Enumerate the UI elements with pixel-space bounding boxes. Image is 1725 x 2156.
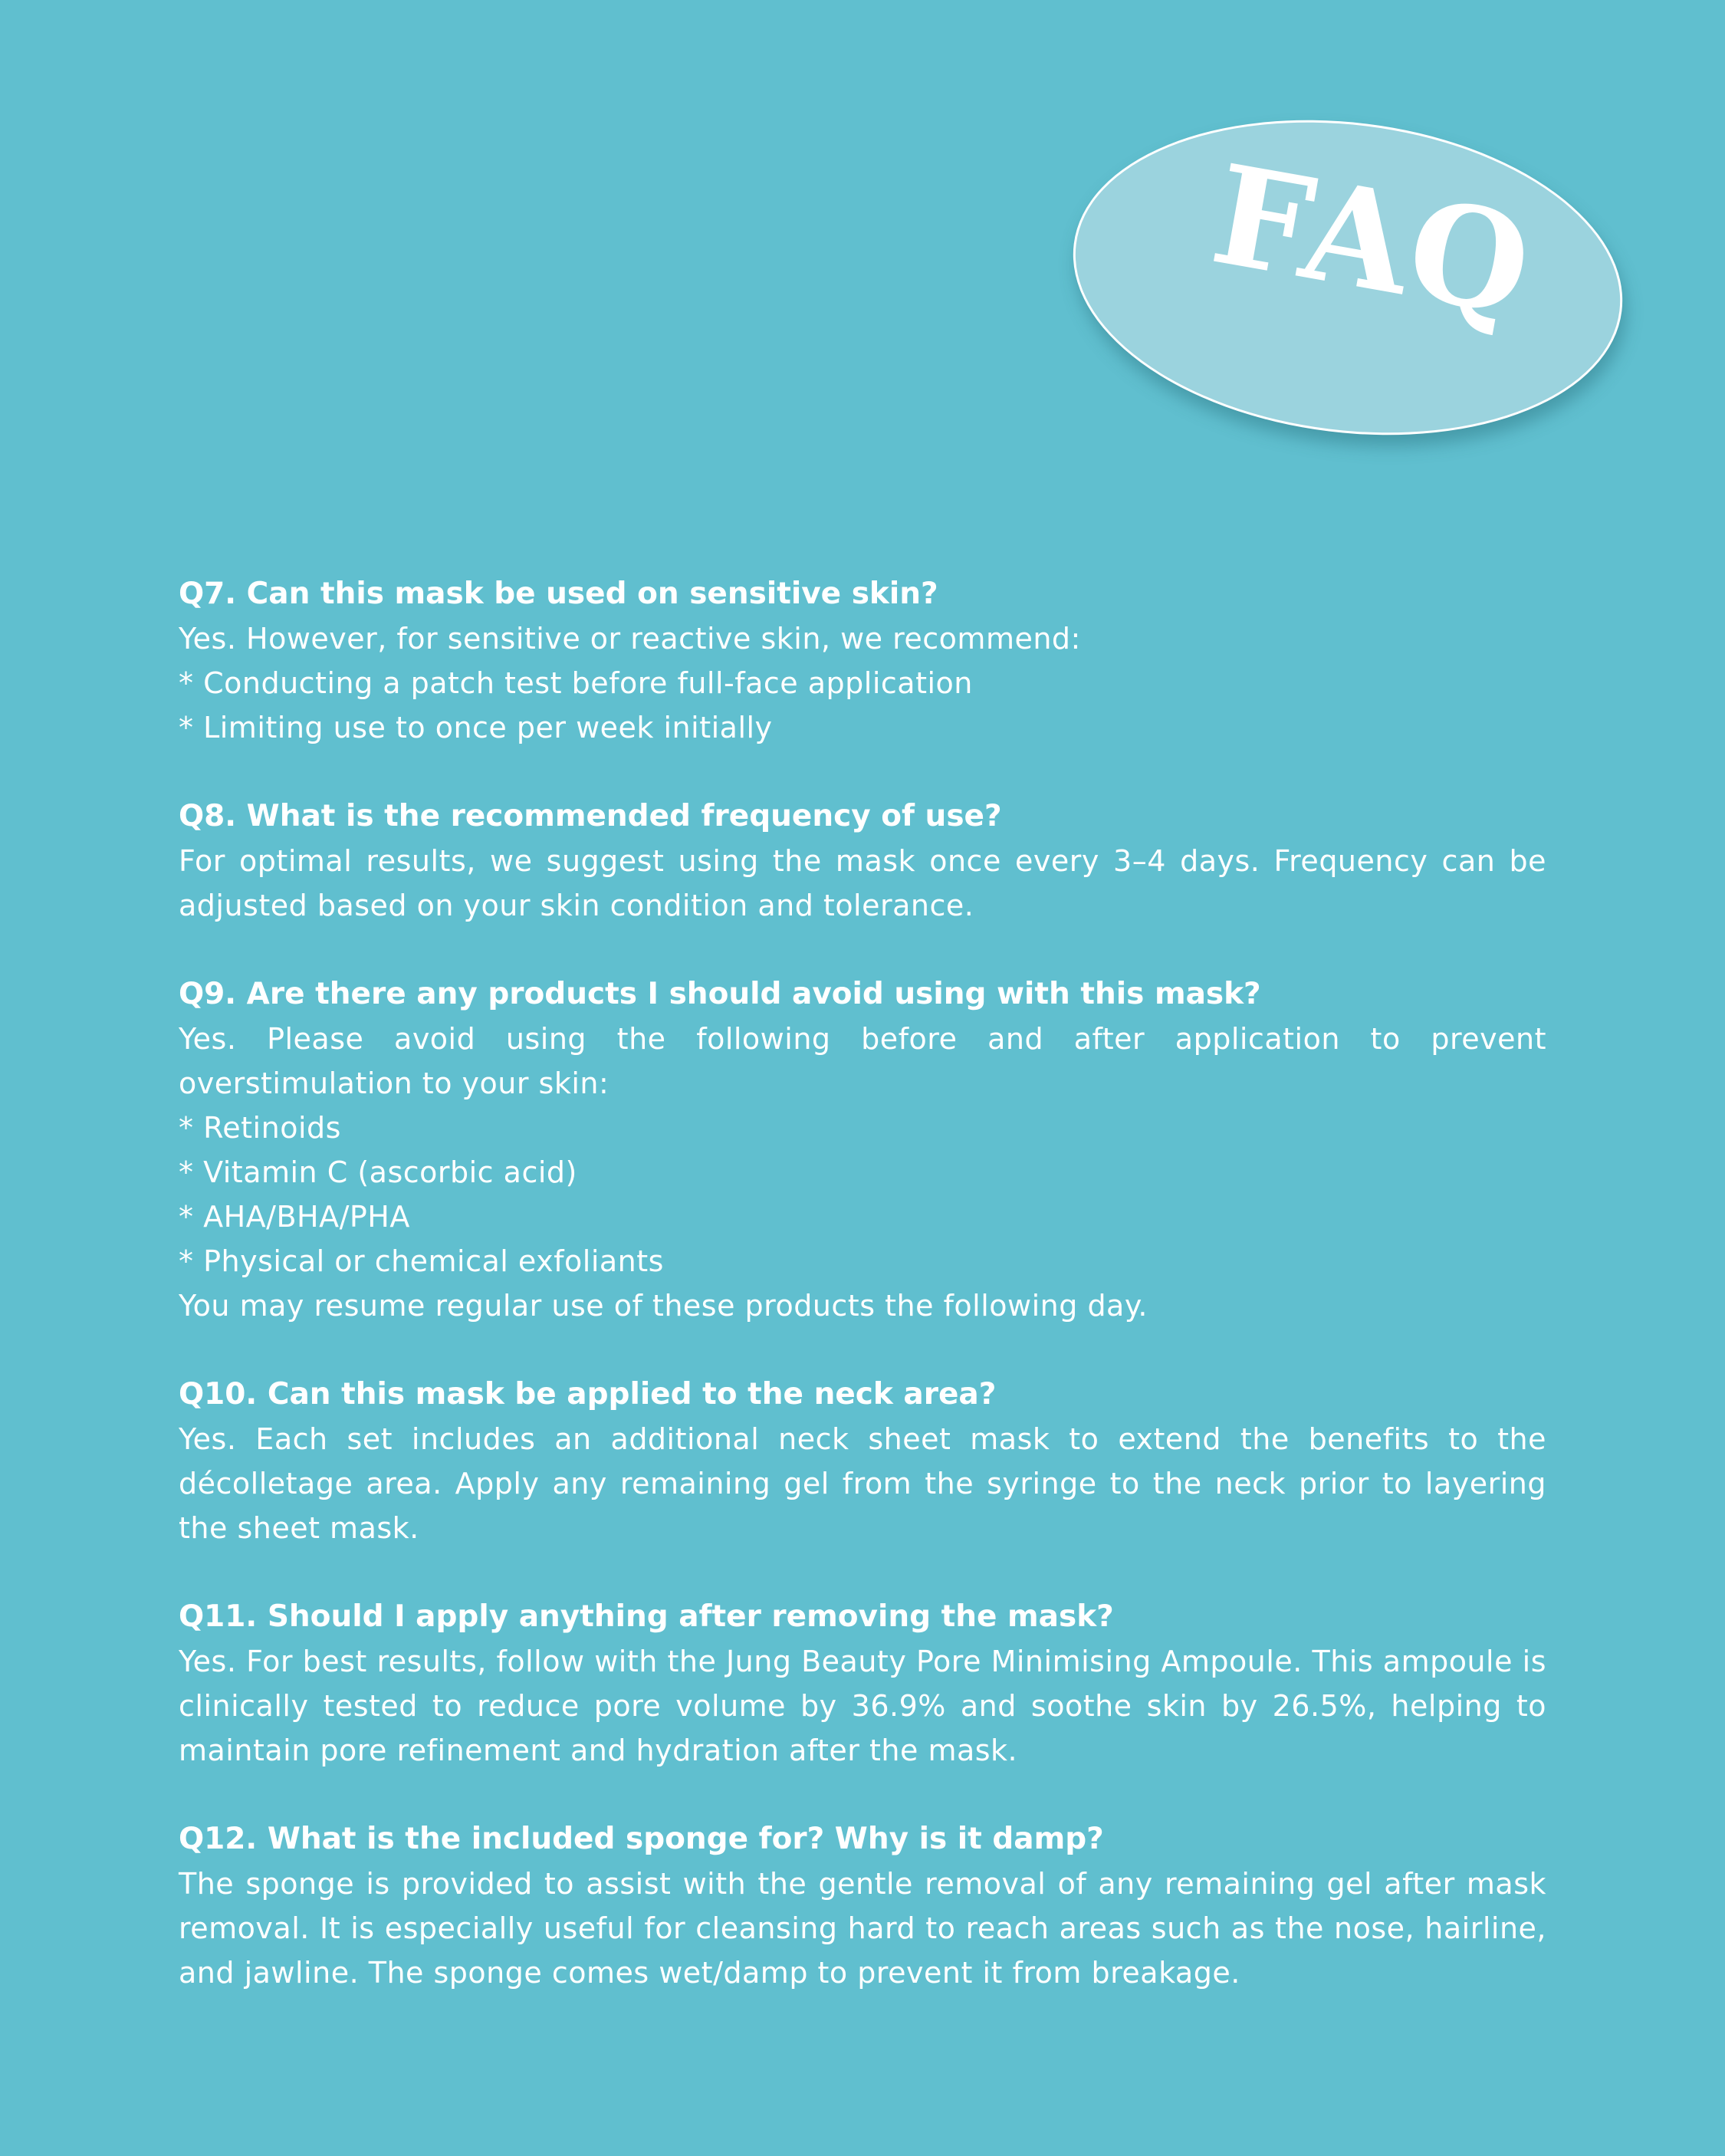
faq-bullet: * AHA/BHA/PHA xyxy=(179,1200,410,1234)
faq-answer: Yes. However, for sensitive or reactive skin, we recommend: xyxy=(179,622,1081,656)
faq-badge-label: FAQ xyxy=(1201,133,1543,347)
faq-list xyxy=(179,572,1546,2039)
faq-answer: Yes. For best results, follow with the Jung Beauty Pore Minimising Ampoule. This ampoule is clinically tested to reduce pore volume by 36.9% and soothe skin by 26.5%, helping to maintain pore refinement and hydration after the mask. xyxy=(179,1645,1546,1767)
faq-bullet: * Physical or chemical exfoliants xyxy=(179,1244,664,1278)
faq-answer: For optimal results, we suggest using the mask once every 3–4 days. Frequency can be adjusted based on your skin condition and tolerance. xyxy=(179,844,1546,922)
faq-question: Q10. Can this mask be applied to the neck area? xyxy=(179,1377,997,1412)
faq-bullet: * Limiting use to once per week initially xyxy=(179,711,773,744)
faq-bullet: * Vitamin C (ascorbic acid) xyxy=(179,1155,577,1189)
faq-question: Q11. Should I apply anything after removing the mask? xyxy=(179,1599,1114,1634)
faq-item-q9 xyxy=(179,972,1546,1328)
faq-answer: Yes. Each set includes an additional neck sheet mask to extend the benefits to the décolletage area. Apply any remaining gel from the syringe to the neck prior to layering the sheet mask. xyxy=(179,1422,1546,1545)
faq-question: Q8. What is the recommended frequency of use? xyxy=(179,799,1002,833)
faq-bullet: * Conducting a patch test before full-face application xyxy=(179,666,973,700)
faq-item-q12 xyxy=(179,1817,1546,1995)
faq-item-q8 xyxy=(179,794,1546,928)
faq-question: Q7. Can this mask be used on sensitive skin? xyxy=(179,577,938,611)
faq-item-q10 xyxy=(179,1372,1546,1550)
faq-answer: The sponge is provided to assist with the gentle removal of any remaining gel after mask removal. It is especially useful for cleansing hard to reach areas such as the nose, hairline, and jawline. The sponge comes wet/damp to prevent it from breakage. xyxy=(179,1867,1546,1990)
faq-question: Q12. What is the included sponge for? Why is it damp? xyxy=(179,1822,1104,1856)
faq-question: Q9. Are there any products I should avoid using with this mask? xyxy=(179,977,1261,1011)
faq-item-q7 xyxy=(179,572,1546,750)
faq-item-q11 xyxy=(179,1595,1546,1773)
faq-bullet: * Retinoids xyxy=(179,1111,341,1145)
faq-answer: Yes. Please avoid using the following before and after application to prevent overstimulation to your skin: xyxy=(179,1022,1546,1100)
faq-footer: You may resume regular use of these products the following day. xyxy=(179,1289,1148,1323)
